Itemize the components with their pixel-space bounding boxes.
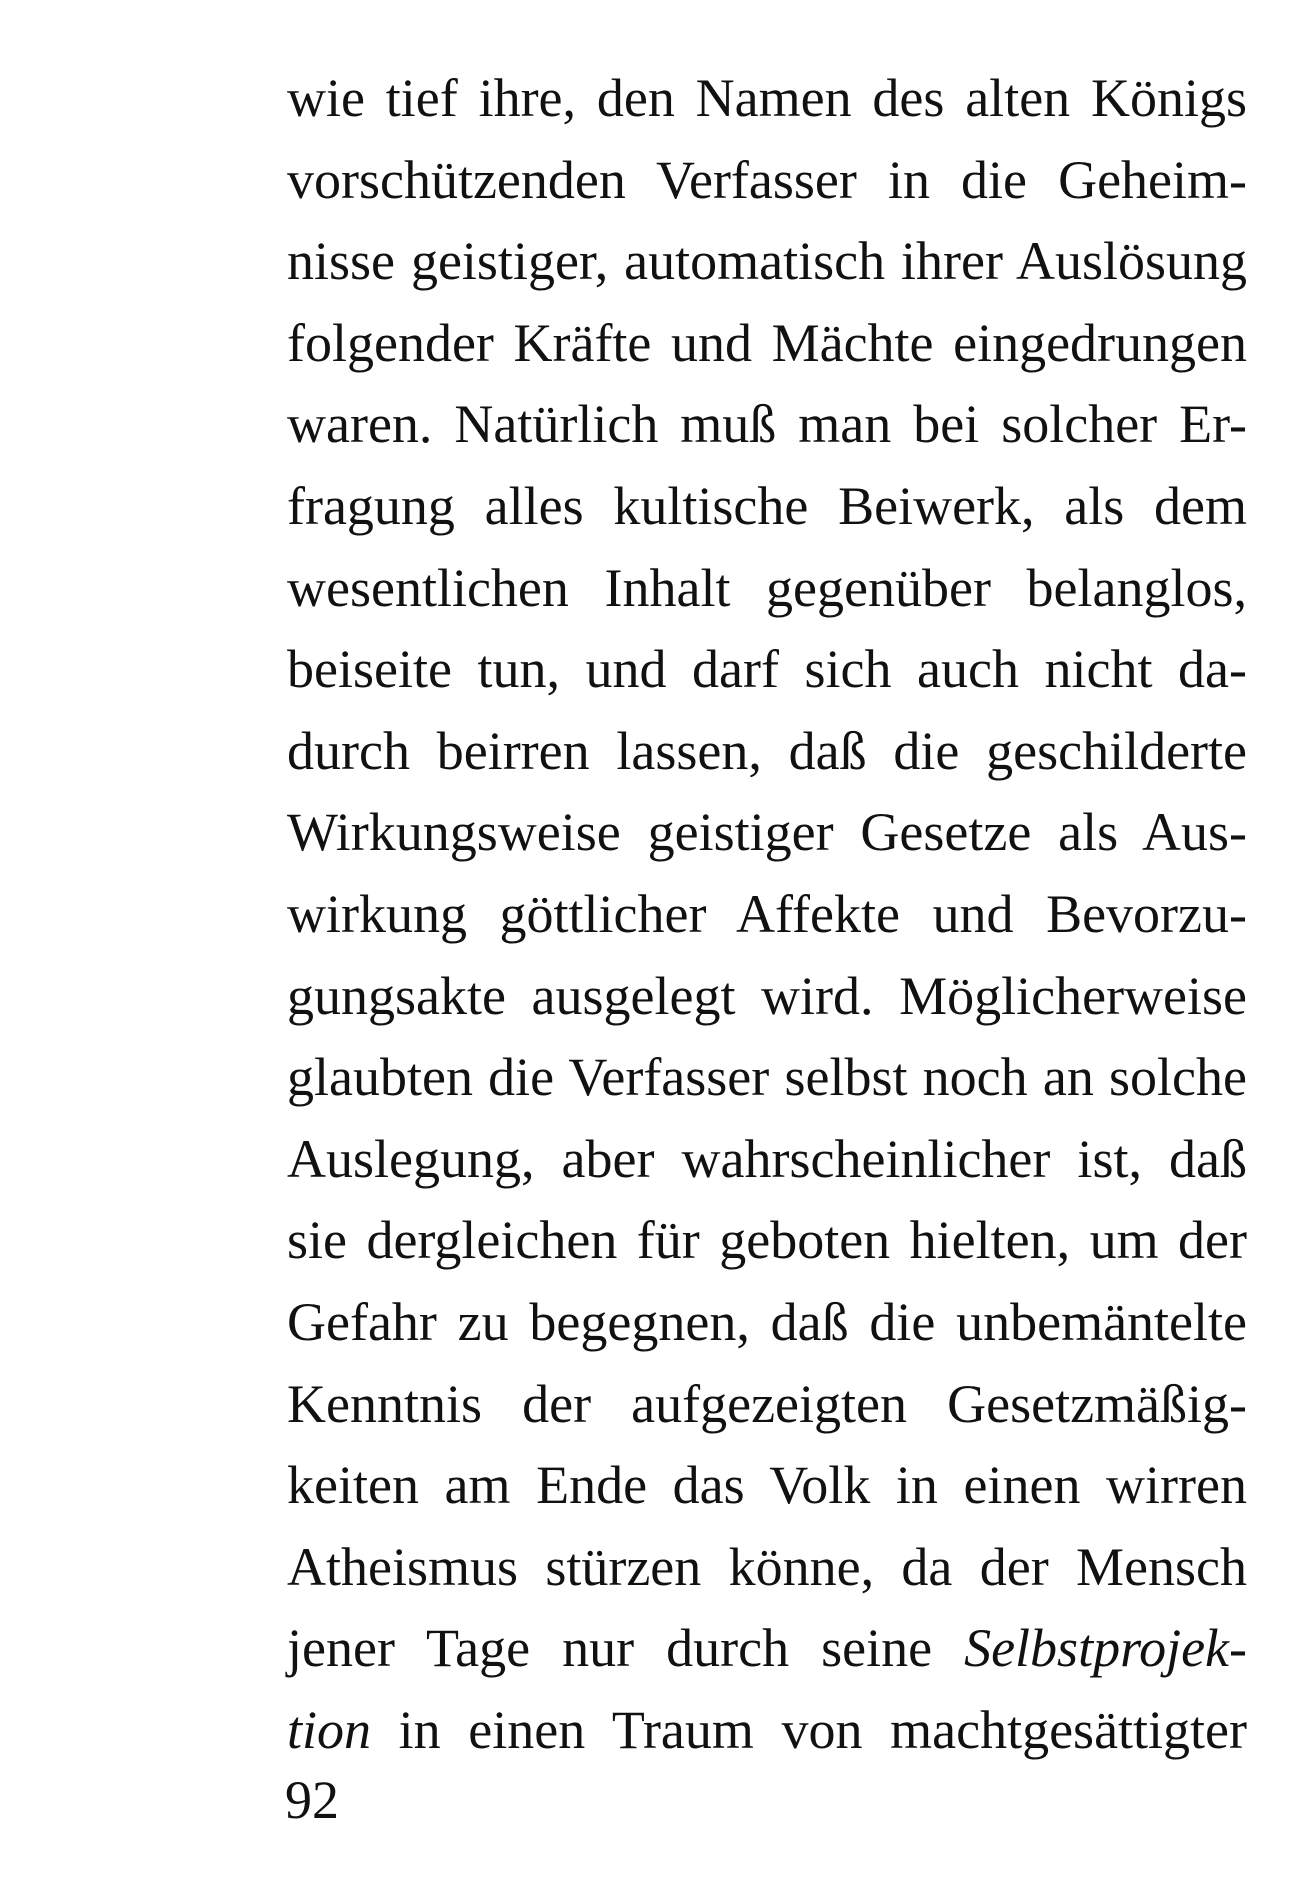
- text-line: sie dergleichen für geboten hielten, um der: [287, 1210, 1247, 1271]
- text-line: Kenntnis der aufgezeigten Gesetzmäßig-: [287, 1373, 1247, 1434]
- text-line: fragung alles kultische Beiwerk, als dem: [287, 475, 1247, 536]
- italic-term: Selbstprojek-: [964, 1618, 1247, 1679]
- text-line: vorschützenden Verfasser in die Geheim-: [287, 149, 1247, 210]
- text-line: wesentlichen Inhalt gegenüber belanglos,: [287, 557, 1247, 618]
- text-line: [287, 1690, 1247, 1772]
- body-text: [287, 58, 1247, 1771]
- text-line: durch beirren lassen, daß die geschilderte: [287, 720, 1247, 781]
- text-line: folgender Kräfte und Mächte eingedrungen: [287, 312, 1247, 373]
- page-number: 92: [285, 1770, 339, 1830]
- text-line: keiten am Ende das Volk in einen wirren: [287, 1455, 1247, 1516]
- text-segment: jener Tage nur durch seine: [287, 1618, 965, 1679]
- text-line: wie tief ihre, den Namen des alten Königs: [287, 68, 1247, 128]
- italic-term: tion: [287, 1699, 372, 1760]
- text-line: nisse geistiger, automatisch ihrer Auslösung: [287, 231, 1247, 292]
- text-line: Gefahr zu begegnen, daß die unbemäntelte: [287, 1291, 1247, 1352]
- text-line: gungsakte ausgelegt wird. Möglicherweise: [287, 965, 1247, 1026]
- text-line: Wirkungsweise geistiger Gesetze als Aus-: [287, 802, 1247, 863]
- text-line: waren. Natürlich muß man bei solcher Er-: [287, 394, 1247, 455]
- text-line: wirkung göttlicher Affekte und Bevorzu-: [287, 883, 1247, 944]
- text-line: Auslegung, aber wahrscheinlicher ist, daß: [287, 1128, 1247, 1189]
- text-line: glaubten die Verfasser selbst noch an solche: [287, 1047, 1247, 1108]
- text-line: beiseite tun, und darf sich auch nicht da-: [287, 639, 1247, 700]
- text-line: Atheismus stürzen könne, da der Mensch: [287, 1536, 1247, 1597]
- text-segment: in einen Traum von machtgesättigter: [371, 1699, 1247, 1760]
- text-line: [287, 1608, 1247, 1690]
